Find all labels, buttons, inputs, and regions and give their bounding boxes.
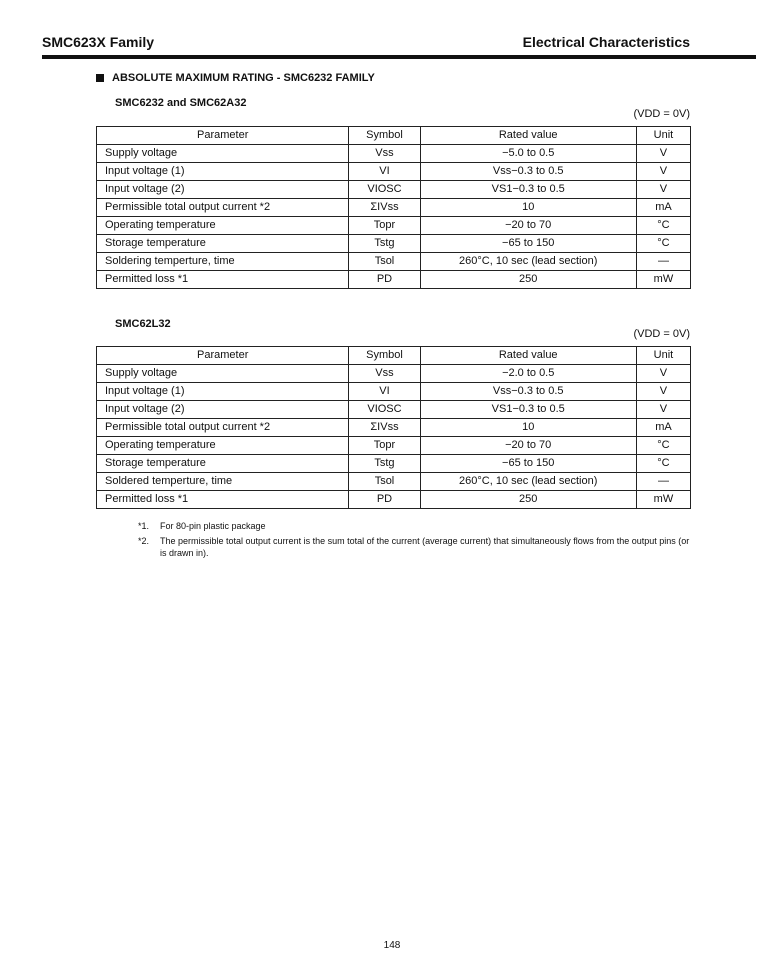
parameter-cell: Permissible total output current *2: [97, 419, 349, 437]
table1-condition: (VDD = 0V): [633, 108, 690, 120]
parameter-cell: Supply voltage: [97, 145, 349, 163]
unit-cell: mW: [636, 491, 690, 509]
symbol-cell: ΣIVss: [349, 419, 420, 437]
table2-subtitle: SMC62L32: [115, 318, 171, 330]
column-header: Rated value: [420, 127, 636, 145]
section-title: [96, 72, 375, 84]
symbol-cell: ΣIVss: [349, 199, 420, 217]
unit-cell: °C: [636, 217, 690, 235]
parameter-cell: Permitted loss *1: [97, 271, 349, 289]
unit-cell: V: [636, 163, 690, 181]
bullet-square-icon: [96, 74, 104, 82]
header-section-title: Electrical Characteristics: [522, 34, 690, 50]
table-row: [97, 181, 691, 199]
symbol-cell: VIOSC: [349, 181, 420, 199]
unit-cell: V: [636, 383, 690, 401]
symbol-cell: Vss: [349, 145, 420, 163]
unit-cell: V: [636, 401, 690, 419]
table-row: [97, 491, 691, 509]
table2-condition: (VDD = 0V): [633, 328, 690, 340]
symbol-cell: Tsol: [349, 253, 420, 271]
symbol-cell: Tsol: [349, 473, 420, 491]
rating-table-2: [96, 346, 691, 509]
unit-cell: °C: [636, 235, 690, 253]
section-title-text: ABSOLUTE MAXIMUM RATING - SMC6232 FAMILY: [112, 72, 375, 84]
symbol-cell: VI: [349, 163, 420, 181]
table-row: [97, 383, 691, 401]
column-header: Symbol: [349, 347, 420, 365]
table-row: [97, 419, 691, 437]
rated-value-cell: −65 to 150: [420, 455, 636, 473]
parameter-cell: Storage temperature: [97, 235, 349, 253]
column-header: Parameter: [97, 127, 349, 145]
unit-cell: V: [636, 365, 690, 383]
table-row: [97, 253, 691, 271]
parameter-cell: Input voltage (1): [97, 163, 349, 181]
rated-value-cell: 250: [420, 491, 636, 509]
rating-table-1: [96, 126, 691, 289]
column-header: Symbol: [349, 127, 420, 145]
rated-value-cell: −5.0 to 0.5: [420, 145, 636, 163]
table-row: [97, 217, 691, 235]
rated-value-cell: 260°C, 10 sec (lead section): [420, 253, 636, 271]
symbol-cell: Tstg: [349, 235, 420, 253]
symbol-cell: PD: [349, 271, 420, 289]
symbol-cell: VI: [349, 383, 420, 401]
parameter-cell: Input voltage (2): [97, 401, 349, 419]
footnote-mark: *1.: [138, 521, 150, 531]
rated-value-cell: 260°C, 10 sec (lead section): [420, 473, 636, 491]
unit-cell: mA: [636, 419, 690, 437]
rated-value-cell: −20 to 70: [420, 217, 636, 235]
page-number: 148: [383, 940, 401, 951]
parameter-cell: Operating temperature: [97, 217, 349, 235]
rated-value-cell: VS1−0.3 to 0.5: [420, 401, 636, 419]
footnote-2: [138, 535, 693, 559]
parameter-cell: Soldered temperture, time: [97, 473, 349, 491]
footnote-mark: *2.: [138, 536, 150, 546]
symbol-cell: Topr: [349, 217, 420, 235]
symbol-cell: Tstg: [349, 455, 420, 473]
table-header-row: [97, 347, 691, 365]
unit-cell: —: [636, 253, 690, 271]
column-header: Unit: [636, 127, 690, 145]
parameter-cell: Input voltage (1): [97, 383, 349, 401]
table-row: [97, 163, 691, 181]
rated-value-cell: Vss−0.3 to 0.5: [420, 163, 636, 181]
parameter-cell: Input voltage (2): [97, 181, 349, 199]
parameter-cell: Permissible total output current *2: [97, 199, 349, 217]
header-family-title: SMC623X Family: [42, 34, 155, 50]
column-header: Rated value: [420, 347, 636, 365]
table-row: [97, 401, 691, 419]
rated-value-cell: −65 to 150: [420, 235, 636, 253]
unit-cell: mW: [636, 271, 690, 289]
table1-subtitle: SMC6232 and SMC62A32: [115, 97, 247, 109]
rated-value-cell: 10: [420, 199, 636, 217]
parameter-cell: Soldering temperture, time: [97, 253, 349, 271]
column-header: Unit: [636, 347, 690, 365]
parameter-cell: Supply voltage: [97, 365, 349, 383]
unit-cell: V: [636, 145, 690, 163]
symbol-cell: PD: [349, 491, 420, 509]
unit-cell: °C: [636, 437, 690, 455]
symbol-cell: Topr: [349, 437, 420, 455]
rated-value-cell: 250: [420, 271, 636, 289]
symbol-cell: VIOSC: [349, 401, 420, 419]
rated-value-cell: VS1−0.3 to 0.5: [420, 181, 636, 199]
unit-cell: °C: [636, 455, 690, 473]
unit-cell: mA: [636, 199, 690, 217]
table-row: [97, 145, 691, 163]
parameter-cell: Permitted loss *1: [97, 491, 349, 509]
rated-value-cell: Vss−0.3 to 0.5: [420, 383, 636, 401]
table-row: [97, 473, 691, 491]
rated-value-cell: 10: [420, 419, 636, 437]
table-row: [97, 437, 691, 455]
rated-value-cell: −2.0 to 0.5: [420, 365, 636, 383]
footnote-1: [138, 520, 693, 532]
footnote-text: For 80-pin plastic package: [160, 521, 266, 531]
footnotes: [138, 520, 693, 559]
column-header: Parameter: [97, 347, 349, 365]
table-row: [97, 455, 691, 473]
table-row: [97, 199, 691, 217]
header-rule: [42, 55, 756, 59]
table-row: [97, 271, 691, 289]
unit-cell: V: [636, 181, 690, 199]
footnote-text: The permissible total output current is the sum total of the current (average current) that simultaneously flows from the output pins (or is drawn in).: [160, 536, 690, 558]
table-row: [97, 235, 691, 253]
table-row: [97, 365, 691, 383]
parameter-cell: Storage temperature: [97, 455, 349, 473]
rated-value-cell: −20 to 70: [420, 437, 636, 455]
symbol-cell: Vss: [349, 365, 420, 383]
table-header-row: [97, 127, 691, 145]
parameter-cell: Operating temperature: [97, 437, 349, 455]
unit-cell: —: [636, 473, 690, 491]
